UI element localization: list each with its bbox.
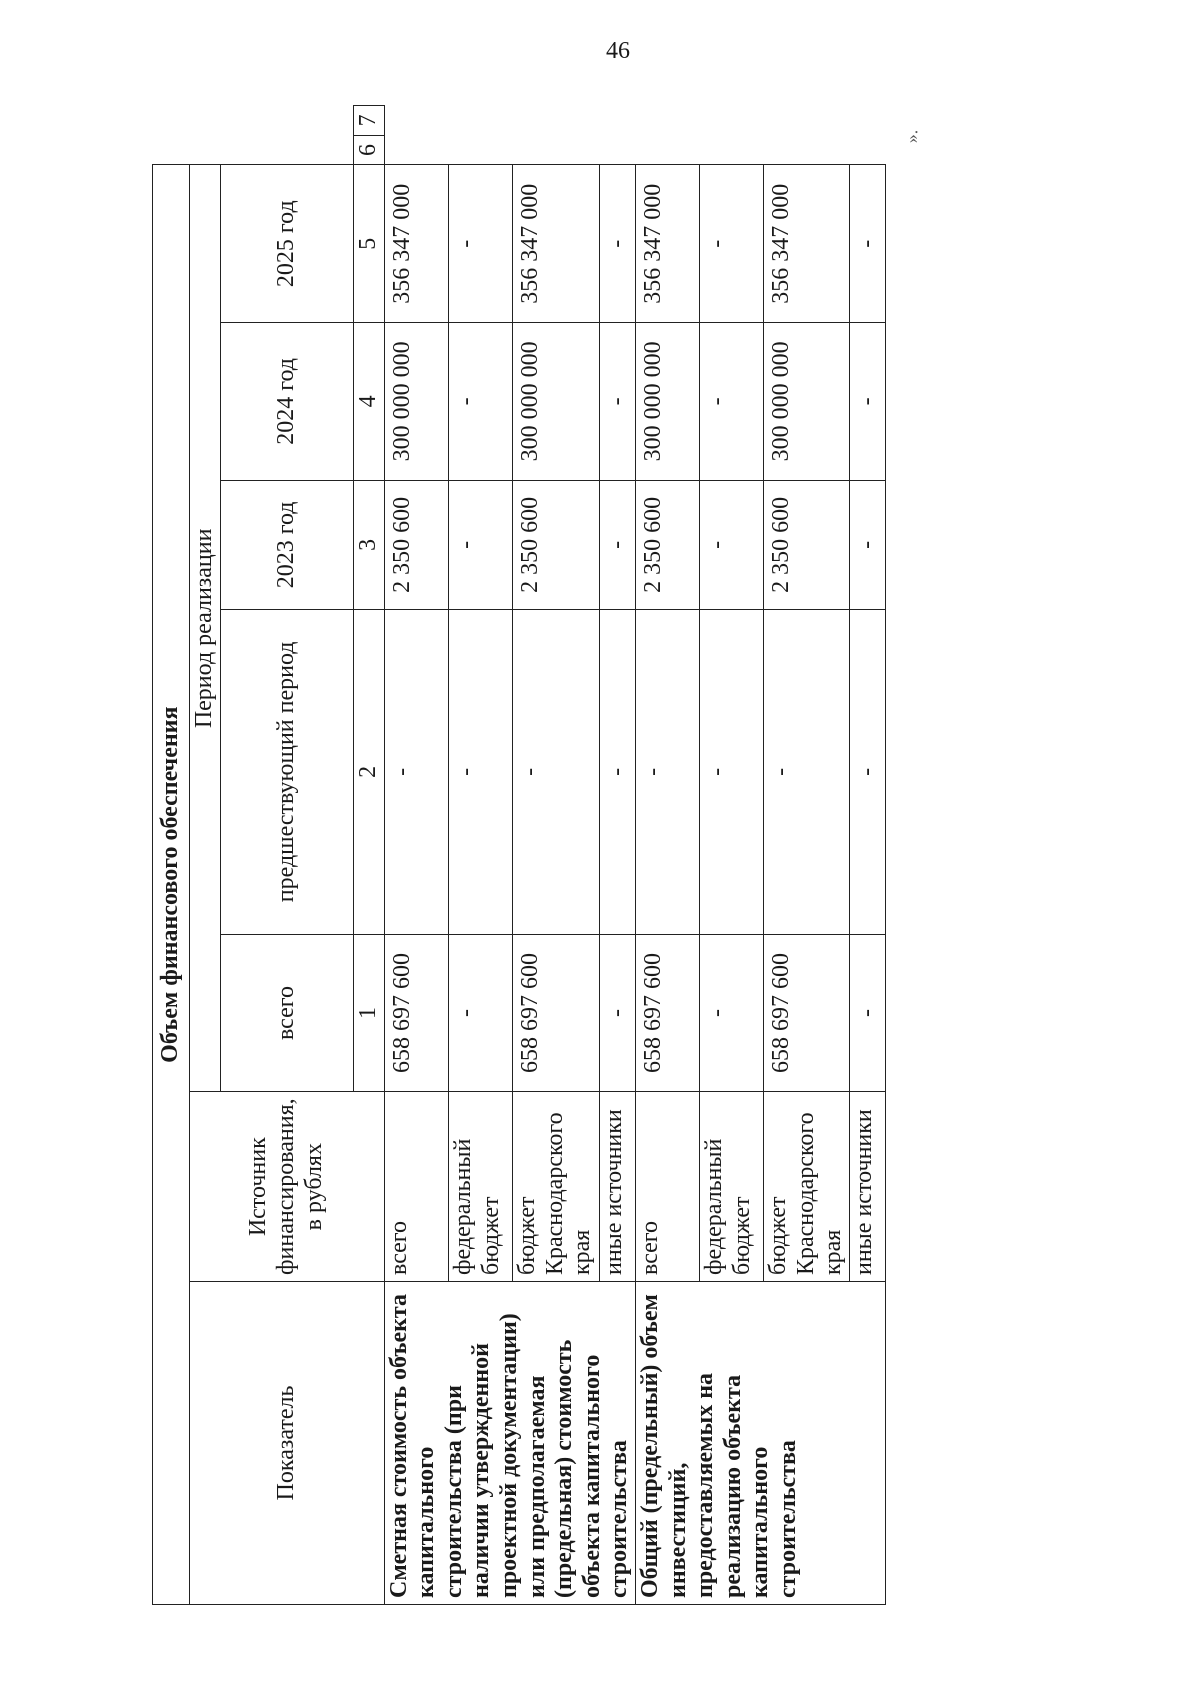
cell-source: всего (384, 1092, 448, 1282)
cell-y2024: 300 000 000 (763, 323, 849, 481)
cell-total: 658 697 600 (763, 934, 849, 1092)
cell-y2025: 356 347 000 (763, 165, 849, 323)
cell-prev: - (448, 610, 512, 935)
column-number: 7 (354, 106, 385, 136)
column-number: 1 (354, 934, 385, 1092)
cell-total: 658 697 600 (513, 934, 599, 1092)
cell-total: 658 697 600 (384, 934, 448, 1092)
cell-y2024: 300 000 000 (513, 323, 599, 481)
cell-y2023: - (699, 480, 763, 609)
header-2025: 2025 год (221, 165, 354, 323)
cell-y2025: - (849, 165, 885, 323)
cell-source: федеральный бюджет (448, 1092, 512, 1282)
cell-y2023: - (448, 480, 512, 609)
cell-total: - (599, 934, 635, 1092)
cell-y2025: 356 347 000 (384, 165, 448, 323)
table-title: Объем финансового обеспечения (153, 165, 190, 1605)
header-previous: предшествующий период (221, 610, 354, 935)
cell-y2025: - (448, 165, 512, 323)
cell-y2025: 356 347 000 (635, 165, 699, 323)
header-indicator: Показатель (190, 1282, 385, 1605)
page-number: 46 (606, 38, 630, 64)
cell-y2025: - (599, 165, 635, 323)
cell-y2024: - (448, 323, 512, 481)
cell-source: всего (635, 1092, 699, 1282)
header-total: всего (221, 934, 354, 1092)
header-2024: 2024 год (221, 323, 354, 481)
corner-mark: ». (901, 129, 922, 144)
cell-y2024: - (849, 323, 885, 481)
cell-source: бюджет Краснодарского края (513, 1092, 599, 1282)
financing-table (152, 105, 886, 1605)
cell-y2023: 2 350 600 (513, 480, 599, 609)
cell-prev: - (699, 610, 763, 935)
table-row (635, 106, 699, 1605)
cell-y2023: - (599, 480, 635, 609)
cell-prev: - (384, 610, 448, 935)
cell-source: федеральный бюджет (699, 1092, 763, 1282)
cell-prev: - (635, 610, 699, 935)
header-period-group: Период реализации (190, 165, 221, 1092)
cell-prev: - (513, 610, 599, 935)
cell-source: иные источники (599, 1092, 635, 1282)
cell-y2025: 356 347 000 (513, 165, 599, 323)
cell-total: - (849, 934, 885, 1092)
column-number: 6 (354, 135, 385, 165)
column-number: 5 (354, 165, 385, 323)
cell-y2024: 300 000 000 (635, 323, 699, 481)
cell-y2024: - (599, 323, 635, 481)
indicator-cell: Общий (предельный) объем инвестиций, предоставляемых на реализацию объекта капитального строительства (635, 1282, 885, 1605)
cell-y2024: - (699, 323, 763, 481)
cell-y2023: 2 350 600 (763, 480, 849, 609)
cell-total: 658 697 600 (635, 934, 699, 1092)
cell-y2023: - (849, 480, 885, 609)
cell-total: - (448, 934, 512, 1092)
cell-total: - (699, 934, 763, 1092)
cell-source: иные источники (849, 1092, 885, 1282)
column-number: 3 (354, 480, 385, 609)
cell-y2023: 2 350 600 (384, 480, 448, 609)
indicator-cell: Сметная стоимость объекта капитального строительства (при наличии утвержденной проектной документации) или предполагаемая (предельная) стоимость объекта капитального строительства (384, 1282, 635, 1605)
rotated-table-container (152, 105, 902, 1605)
header-source: Источник финансирования, в рублях (190, 1092, 385, 1282)
cell-y2024: 300 000 000 (384, 323, 448, 481)
column-number: 4 (354, 323, 385, 481)
cell-prev: - (763, 610, 849, 935)
column-number: 2 (354, 610, 385, 935)
cell-prev: - (849, 610, 885, 935)
cell-source: бюджет Краснодарского края (763, 1092, 849, 1282)
cell-prev: - (599, 610, 635, 935)
cell-y2023: 2 350 600 (635, 480, 699, 609)
header-2023: 2023 год (221, 480, 354, 609)
table-row (384, 106, 448, 1605)
cell-y2025: - (699, 165, 763, 323)
